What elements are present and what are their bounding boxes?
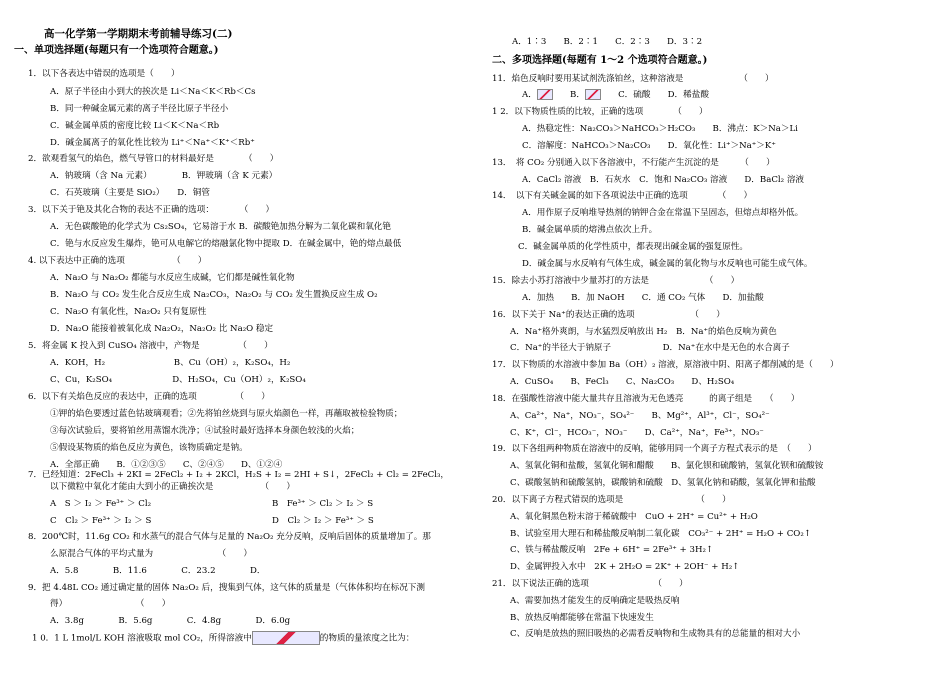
text-line xyxy=(50,374,306,386)
line-text: A、需要加热才能发生的反响确定是吸热反响 xyxy=(510,596,680,606)
line-text: A．1∶3 B．2∶1 C．2∶3 D．3∶2 xyxy=(512,37,703,47)
line-text: 8．200℃时，11.6g CO₂ 和水蒸气的混合气体与足量的 Na₂O₂ 充分反响，反响后固体的质量增加了。那 xyxy=(28,532,431,542)
line-text: D、金属钾投入水中 2K + 2H₂O = 2K⁺ + 2OH⁻ + H₂↑ xyxy=(510,562,740,572)
text-line xyxy=(492,190,752,202)
text-line xyxy=(50,357,290,369)
text-line xyxy=(492,443,817,455)
text-line xyxy=(522,140,776,152)
line-text: A．5.8 B．11.6 C．23.2 D． xyxy=(50,566,266,576)
text-line xyxy=(518,241,748,253)
text-line xyxy=(522,123,798,135)
line-text: B、试验室用大理石和稀盐酸反响制二氧化碳 CO₃²⁻ + 2H⁺ = H₂O + CO₂↑ xyxy=(510,529,811,539)
line-text: 14． 以下有关碱金属的如下各项说法中正确的选项 （ ） xyxy=(492,191,753,201)
line-text: A．KOH，H₂ B、Cu（OH）₂，K₂SO₄，H₂ xyxy=(50,358,291,368)
line-text: C．Na⁺的半径大于钠原子 D．Na⁺在水中是无色的水合离子 xyxy=(510,343,790,353)
line-text: 13． 将 CO₂ 分别通入以下各溶液中，不行能产生沉淀的是 （ ） xyxy=(492,158,775,168)
text-line xyxy=(50,323,273,335)
text-line xyxy=(492,494,731,506)
text-line xyxy=(50,548,252,560)
line-text: 21．以下说法正确的选项 （ ） xyxy=(492,579,688,589)
line-text: B．同一种碱金属元素的离子半径比原子半径小 xyxy=(50,104,229,114)
section-heading xyxy=(14,45,218,57)
line-text: 17．以下物质的水溶液中参加 Ba（OH）₂ 溶液，原溶液中阴、阳离子都削减的是（ ） xyxy=(492,360,839,370)
line-text: A．热稳定性：Na₂CO₃＞NaHCO₃＞H₂CO₃ B．沸点：K＞Na＞Li xyxy=(522,124,798,134)
text-line xyxy=(492,106,708,118)
text-line xyxy=(28,204,274,216)
line-text: ①钾的焰色要透过蓝色钴玻璃观看；②先将铂丝烧到与原火焰颜色一样，再蘸取被检验物质； xyxy=(50,409,403,419)
text-line xyxy=(492,393,799,405)
line-text: A．无色碳酸铯的化学式为 Cs₂SO₄，它易溶于水 B．碳酸铯加热分解为二氧化碳和氧化铯 xyxy=(50,222,391,232)
line-text: A．用作原子反响堆导热剂的钠钾合金在常温下呈固态，但熔点却格外低。 xyxy=(522,208,804,218)
line-text: C Cl₂ ＞ Fe³⁺ ＞ I₂ ＞ S xyxy=(50,516,152,526)
text-line xyxy=(522,89,709,101)
line-text: 2．欲观看氢气的焰色，燃气导管口的材料最好是 （ ） xyxy=(28,154,279,164)
line-text: A．原子半径由小到大的挨次是 Li＜Na＜K＜Rb＜Cs xyxy=(50,87,256,97)
text-line xyxy=(522,292,764,304)
text-line xyxy=(510,612,654,624)
line-text: D．Na₂O 能接着被氧化成 Na₂O₂，Na₂O₂ 比 Na₂O 稳定 xyxy=(50,324,274,334)
text-line xyxy=(492,157,775,169)
line-text: 6．以下有关焰色反应的表达中，正确的选项 （ ） xyxy=(28,392,270,402)
text-line xyxy=(510,427,764,439)
formula-image-icon xyxy=(252,631,320,645)
line-text: 18．在强酸性溶液中能大量共存且溶液为无色透亮 的离子组是 （ ） xyxy=(492,394,800,404)
line-text: 1 2．以下物质性质的比较，正确的选项 （ ） xyxy=(492,107,708,117)
text-line xyxy=(32,631,414,645)
text-line xyxy=(512,36,702,48)
text-line xyxy=(50,615,290,627)
text-line xyxy=(28,531,431,543)
line-text: 11．焰色反响时要用某试剂洗涤铂丝，这种溶液是 （ ） xyxy=(492,74,774,84)
text-line xyxy=(28,340,273,352)
text-line xyxy=(50,306,206,318)
line-text: A、氢氧化铜和盐酸，氢氧化铜和醋酸 B、氯化钡和硫酸钠，氢氧化钡和硫酸铵 xyxy=(510,461,824,471)
text-line xyxy=(50,408,402,420)
text-line xyxy=(510,410,770,422)
text-line xyxy=(50,289,378,301)
text-line xyxy=(50,565,265,577)
line-text: 1 0．1 L 1mol/L KOH 溶液吸取 mol CO₂，所得溶液中 xyxy=(32,633,252,644)
line-text: 19．以下各组两种物质在溶液中的反响，能够用同一个离子方程式表示的是 （ ） xyxy=(492,444,817,454)
line-text: ③每次试验后，要将铂丝用蒸馏水洗净；④试验时最好选择本身颜色较浅的火焰； xyxy=(50,426,360,436)
text-line xyxy=(50,515,151,527)
text-line xyxy=(510,595,680,607)
line-text: 16．以下关于 Na⁺的表达正确的选项 （ ） xyxy=(492,310,725,320)
text-line xyxy=(510,460,823,472)
line-text: 么原混合气体的平均式量为 （ ） xyxy=(50,549,252,559)
text-line xyxy=(50,425,359,437)
line-text: 5．将金属 K 投入到 CuSO₄ 溶液中，产物是 （ ） xyxy=(28,341,273,351)
line-text-after: 的物质的量浓度之比为： xyxy=(319,633,415,644)
line-text: A．Na⁺格外爽朗，与水猛烈反响放出 H₂ B．Na⁺的焰色反响为黄色 xyxy=(510,327,777,337)
line-text: C．溶解度：NaHCO₃＞Na₂CO₃ D．氧化性：Li⁺＞Na⁺＞K⁺ xyxy=(522,141,776,151)
text-line xyxy=(50,86,256,98)
line-text: D Cl₂ ＞ I₂ ＞ Fe³⁺ ＞ S xyxy=(272,516,374,526)
line-text: A．钠玻璃（含 Na 元素） B．钾玻璃（含 K 元素） xyxy=(50,171,278,181)
text-line xyxy=(50,598,170,610)
line-text: 7．已经知道：2FeCl₃ + 2KI = 2FeCl₂ + I₂ + 2KCl，H₂S + I₂ = 2HI + S↓，2FeCl₂ + Cl₂ = 2FeCl₃， xyxy=(28,470,450,480)
text-line xyxy=(510,528,811,540)
text-line xyxy=(50,187,210,199)
text-line xyxy=(492,359,839,371)
line-text: 1．以下各表达中错误的选项是（ ） xyxy=(28,69,180,79)
text-line xyxy=(522,224,657,236)
line-text: 高一化学第一学期期末考前辅导练习(二) xyxy=(44,28,233,40)
line-text: A．3.8g B．5.6g C．4.8g D．6.0g xyxy=(50,616,291,626)
text-line xyxy=(492,275,739,287)
line-text: A．全部正确 B．①②③⑤ C、②④⑤ D、①②④ xyxy=(50,460,283,470)
text-line xyxy=(50,103,228,115)
line-text: D．碱金属与水反响有气体生成，碱金属的氧化物与水反响也可能生成气体。 xyxy=(522,259,813,269)
line-text: A、Ca²⁺，Na⁺，NO₃⁻，SO₄²⁻ B、Mg²⁺，Al³⁺，Cl⁻，SO₄²⁻ xyxy=(510,411,770,421)
text-line xyxy=(50,272,295,284)
line-text: C、Cu，K₂SO₄ D、H₂SO₄，Cu（OH）₂，K₂SO₄ xyxy=(50,375,306,385)
line-text: A、氧化铜黑色粉末溶于稀硫酸中 CuO + 2H⁺ = Cu²⁺ + H₂O xyxy=(510,512,758,522)
line-text: 以下微粒中氧化才能由大到小的正确挨次是 （ ） xyxy=(50,482,295,492)
text-line xyxy=(50,498,151,510)
text-line xyxy=(522,207,803,219)
text-line xyxy=(28,469,449,481)
text-line xyxy=(510,511,758,523)
line-text: A．Na₂O 与 Na₂O₂ 都能与水反应生成碱，它们都是碱性氧化物 xyxy=(50,273,295,283)
line-text: C、K⁺，Cl⁻，HCO₃⁻，NO₃⁻ D、Ca²⁺，Na⁺，Fe³⁺，NO₃⁻ xyxy=(510,428,764,438)
text-line xyxy=(510,628,800,640)
text-line xyxy=(510,326,777,338)
text-line xyxy=(272,498,373,510)
text-line xyxy=(510,376,734,388)
formula-image-icon xyxy=(585,89,601,100)
line-text: C．石英玻璃（主要是 SiO₂） D．铜管 xyxy=(50,188,210,198)
line-text: 3．以下关于铯及其化合物的表达不正确的选项： （ ） xyxy=(28,205,275,215)
line-text-after: C．硫酸 D．稀盐酸 xyxy=(600,90,709,100)
line-text: C、铁与稀盐酸反响 2Fe + 6H⁺ = 2Fe³⁺ + 3H₂↑ xyxy=(510,545,714,555)
line-text: B、放热反响都能够在常温下快速发生 xyxy=(510,613,654,623)
line-text: A．CuSO₄ B、FeCl₃ C、Na₂CO₃ D、H₂SO₄ xyxy=(510,377,735,387)
line-text: C．Na₂O 有氧化性，Na₂O₂ 只有复原性 xyxy=(50,307,207,317)
text-line xyxy=(28,153,278,165)
line-text: 得） （ ） xyxy=(50,599,171,609)
line-text: C、反响是放热的照旧吸热的必需看反响物和生成物具有的总能量的相对大小 xyxy=(510,629,801,639)
line-text-after: B． xyxy=(552,90,585,100)
line-text: A．加热 B．加 NaOH C．通 CO₂ 气体 D．加盐酸 xyxy=(522,293,764,303)
line-text: 4. 以下表达中正确的选项 （ ） xyxy=(28,256,207,266)
text-line xyxy=(492,73,774,85)
line-text: 20．以下离子方程式错误的选项是 （ ） xyxy=(492,495,731,505)
line-text: 一、单项选择题(每题只有一个选项符合题意。) xyxy=(14,45,219,56)
line-text: A． xyxy=(522,90,537,100)
line-text: C．碱金属单质的密度比较 Li＜K＜Na＜Rb xyxy=(50,121,220,131)
text-line xyxy=(28,582,425,594)
line-text: B Fe³⁺ ＞ Cl₂ ＞ I₂ ＞ S xyxy=(272,499,374,509)
page-title xyxy=(44,28,232,40)
line-text: 15．除去小苏打溶液中少量苏打的方法是 （ ） xyxy=(492,276,740,286)
line-text: B．碱金属单质的熔沸点依次上升。 xyxy=(522,225,658,235)
line-text: C、碳酸氢钠和硫酸氢钠，碳酸钠和硫酸 D、氢氧化钠和硝酸，氢氧化钾和盐酸 xyxy=(510,478,816,488)
text-line xyxy=(50,221,391,233)
text-line xyxy=(28,255,207,267)
text-line xyxy=(510,477,816,489)
text-line xyxy=(510,561,739,573)
text-line xyxy=(50,442,248,454)
text-line xyxy=(50,481,295,493)
section-heading xyxy=(492,55,707,67)
text-line xyxy=(522,174,804,186)
line-text: A．CaCl₂ 溶液 B．石灰水 C．饱和 Na₂CO₃ 溶液 D．BaCl₂ 溶液 xyxy=(522,175,805,185)
line-text: ⑤假设某物质的焰色反应为黄色，该物质确定是钠。 xyxy=(50,443,248,453)
text-line xyxy=(28,391,270,403)
line-text: 9．把 4.48L CO₂ 通过确定量的固体 Na₂O₂ 后，搜集到气体，这气体的质量是（气体体积均在标况下测 xyxy=(28,583,425,593)
line-text: C．碱金属单质的化学性质中，都表现出碱金属的强复原性。 xyxy=(518,242,749,252)
line-text: A S ＞ I₂ ＞ Fe³⁺ ＞ Cl₂ xyxy=(50,499,152,509)
text-line xyxy=(510,544,713,556)
text-line xyxy=(50,137,255,149)
text-line xyxy=(272,515,374,527)
text-line xyxy=(50,120,219,132)
text-line xyxy=(492,309,725,321)
line-text: D．碱金属离子的氧化性比较为 Li⁺＜Na⁺＜K⁺＜Rb⁺ xyxy=(50,138,255,148)
formula-image-icon xyxy=(537,89,553,100)
text-line xyxy=(28,68,180,80)
text-line xyxy=(492,578,688,590)
line-text: 二、多项选择题(每题有 1～2 个选项符合题意。) xyxy=(492,55,708,66)
text-line xyxy=(510,342,790,354)
line-text: B．Na₂O 与 CO₂ 发生化合反应生成 Na₂CO₃，Na₂O₂ 与 CO₂ 发生置换反应生成 O₂ xyxy=(50,290,378,300)
text-line xyxy=(50,238,401,250)
line-text: C．铯与水反应发生爆炸，铯可从电解它的熔融氯化物中提取 D．在碱金属中，铯的熔点最低 xyxy=(50,239,402,249)
text-line xyxy=(522,258,813,270)
text-line xyxy=(50,170,277,182)
